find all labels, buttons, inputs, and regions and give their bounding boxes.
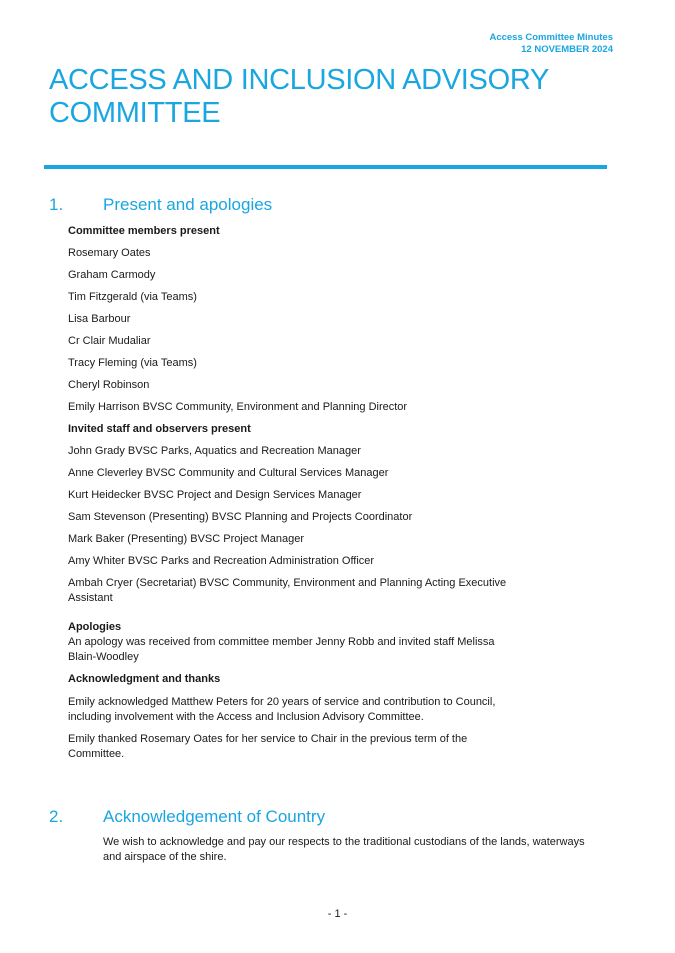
member-item: Tim Fitzgerald (via Teams) (68, 291, 197, 303)
staff-item: Mark Baker (Presenting) BVSC Project Manager (68, 533, 304, 545)
member-item: Cheryl Robinson (68, 379, 150, 391)
section-1-title: Present and apologies (103, 195, 273, 214)
member-item: Emily Harrison BVSC Community, Environment and Planning Director (68, 401, 408, 413)
staff-heading: Invited staff and observers present (68, 423, 251, 435)
title-line-2: COMMITTEE (49, 97, 221, 129)
acknowledgement-line-2: and airspace of the shire. (103, 851, 227, 863)
section-2-title: Acknowledgement of Country (103, 807, 326, 826)
title-divider (44, 165, 607, 169)
staff-item: Amy Whiter BVSC Parks and Recreation Administration Officer (68, 555, 375, 567)
staff-item-line-1: Ambah Cryer (Secretariat) BVSC Community, Environment and Planning Acting Executive (68, 577, 507, 589)
section-1-heading (49, 195, 272, 215)
title-line-1: ACCESS AND INCLUSION ADVISORY (49, 64, 550, 96)
acknowledgment-text-1-line-2: including involvement with the Access and Inclusion Advisory Committee. (68, 711, 424, 723)
staff-item-line-2: Assistant (68, 592, 113, 604)
meeting-date: 12 NOVEMBER 2024 (521, 44, 613, 55)
member-item: Cr Clair Mudaliar (68, 335, 151, 347)
apologies-text-line-1: An apology was received from committee member Jenny Robb and invited staff Melissa (68, 636, 495, 648)
member-item: Graham Carmody (68, 269, 156, 281)
section-2-number: 2. (49, 807, 64, 826)
members-heading: Committee members present (68, 225, 220, 237)
section-2-heading (49, 807, 325, 827)
page-number: - 1 - (327, 908, 348, 920)
apologies-heading: Apologies (68, 621, 122, 633)
page-title (49, 64, 609, 130)
acknowledgement-line-1: We wish to acknowledge and pay our respects to the traditional custodians of the lands, waterways (103, 836, 585, 848)
staff-item: Anne Cleverley BVSC Community and Cultural Services Manager (68, 467, 389, 479)
document-header (489, 32, 613, 56)
staff-item: John Grady BVSC Parks, Aquatics and Recreation Manager (68, 445, 361, 457)
apologies-text-line-2: Blain-Woodley (68, 651, 139, 663)
acknowledgment-text-2-line-1: Emily thanked Rosemary Oates for her service to Chair in the previous term of the (68, 733, 468, 745)
acknowledgment-text-1-line-1: Emily acknowledged Matthew Peters for 20 years of service and contribution to Council, (68, 696, 496, 708)
acknowledgment-text-2-line-2: Committee. (68, 748, 125, 760)
acknowledgment-heading: Acknowledgment and thanks (68, 673, 221, 685)
staff-item: Kurt Heidecker BVSC Project and Design Services Manager (68, 489, 362, 501)
document-name: Access Committee Minutes (489, 32, 613, 43)
member-item: Tracy Fleming (via Teams) (68, 357, 197, 369)
section-1-number: 1. (49, 195, 64, 214)
acknowledgement-of-country-text (103, 835, 603, 865)
staff-item: Sam Stevenson (Presenting) BVSC Planning and Projects Coordinator (68, 511, 413, 523)
member-item: Lisa Barbour (68, 313, 131, 325)
member-item: Rosemary Oates (68, 247, 151, 259)
